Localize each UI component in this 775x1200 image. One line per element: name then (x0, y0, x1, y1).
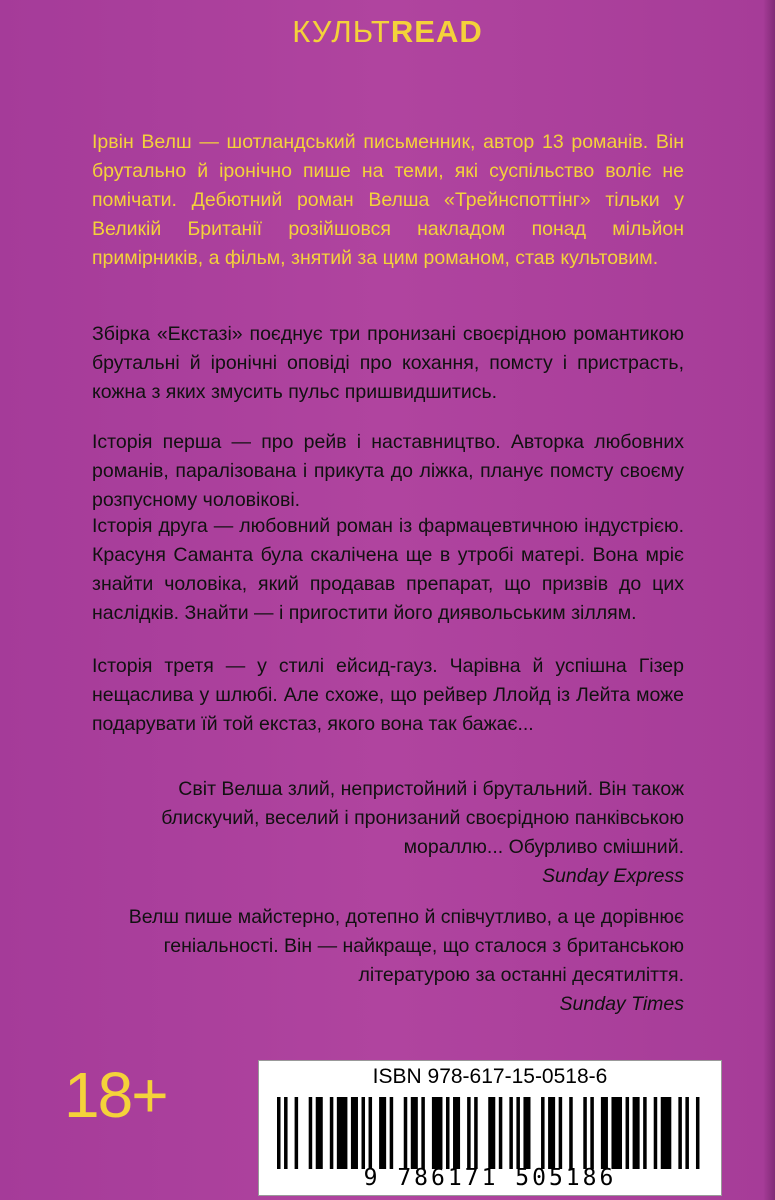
barcode-bar (569, 1097, 573, 1169)
isbn-barcode-label (258, 1060, 722, 1196)
review-quote (92, 775, 684, 891)
barcode (277, 1097, 703, 1169)
review-text: Світ Велша злий, непристойний і брутальний. Він також блискучий, веселий і пронизаний своєрідною панківською мораллю... Обурливо смішний. (161, 778, 684, 858)
barcode-bar (661, 1097, 672, 1169)
barcode-bar (678, 1097, 682, 1169)
description-paragraph: Збірка «Екстазі» поєднує три пронизані своєрідною романтикою брутальні й іронічні оповіді про кохання, помсту і пристрасть, кожна з яких змусить пульс пришвидшитись. (92, 323, 684, 403)
barcode-digits: 9 786171 505186 (363, 1165, 617, 1191)
isbn-number: ISBN 978-617-15-0518-6 (372, 1065, 608, 1088)
barcode-bar (516, 1097, 520, 1169)
barcode-bar (590, 1097, 594, 1169)
review-source: Sunday Times (559, 993, 684, 1015)
barcode-bar (541, 1097, 545, 1169)
barcode-bar (696, 1097, 700, 1169)
barcode-bar (309, 1097, 313, 1169)
story-three-paragraph: Історія третя — у стилі ейсид-гауз. Чарівна й успішна Гізер нещаслива у шлюбі. Але схоже, що рейвер Ллойд із Лейта може подарувати їй той екстаз, якого вона так бажає... (92, 655, 684, 735)
barcode-bar (337, 1097, 348, 1169)
author-bio: Ірвін Велш — шотландський письменник, автор 13 романів. Він брутально й іронічно пише на теми, які суспільство воліє не помічати. Дебютний роман Велша «Трейнспоттінг» тільки у Великій Британії розійшовся накладом понад мільйон примірників, а фільм, знятий за цим романом, став культовим. (92, 131, 684, 269)
barcode-bar (633, 1097, 640, 1169)
barcode-bar (626, 1097, 630, 1169)
barcode-bar (330, 1097, 334, 1169)
barcode-bar (316, 1097, 323, 1169)
barcode-bar (685, 1097, 689, 1169)
barcode-bar (643, 1097, 647, 1169)
barcode-bar (432, 1097, 443, 1169)
logo-part-kult: КУЛЬТ (292, 14, 391, 49)
barcode-bar (474, 1097, 478, 1169)
barcode-bar (654, 1097, 658, 1169)
barcode-bar (583, 1097, 587, 1169)
logo-part-read: READ (390, 14, 483, 49)
spine-shadow (763, 0, 775, 1200)
barcode-bar (411, 1097, 418, 1169)
barcode-bar (559, 1097, 563, 1169)
barcode-bar (421, 1097, 425, 1169)
barcode-bar (488, 1097, 495, 1169)
barcode-bar (523, 1097, 530, 1169)
review-source: Sunday Express (542, 865, 684, 887)
barcode-bar (499, 1097, 503, 1169)
age-rating: 18+ (64, 1059, 167, 1131)
publisher-logo (0, 14, 775, 50)
barcode-bar (601, 1097, 608, 1169)
barcode-bar (277, 1097, 281, 1169)
barcode-bar (284, 1097, 288, 1169)
barcode-bar (362, 1097, 366, 1169)
barcode-bar (351, 1097, 358, 1169)
barcode-bar (548, 1097, 555, 1169)
story-two-paragraph: Історія друга — любовний роман із фармацевтичною індустрією. Красуня Саманта була скалічена ще в утробі матері. Вона мріє знайти чоловіка, який продавав препарат, що призвів до цих наслідків. Знайти — і пригостити його диявольським зіллям. (92, 515, 684, 624)
barcode-bar (509, 1097, 513, 1169)
barcode-bar (404, 1097, 408, 1169)
story-one-paragraph: Історія перша — про рейв і наставництво. Авторка любовних романів, паралізована і прикута до ліжка, планує помсту своєму розпусному чоловікові. (92, 431, 684, 511)
barcode-bar (369, 1097, 373, 1169)
barcode-bar (467, 1097, 471, 1169)
barcode-bar (611, 1097, 622, 1169)
review-quote (92, 903, 684, 1019)
barcode-bar (295, 1097, 299, 1169)
barcode-bar (379, 1097, 386, 1169)
review-text: Велш пише майстерно, дотепно й співчутливо, а це дорівнює геніальності. Він — найкраще, що сталося з британською літературою за останні десятиліття. (128, 906, 684, 986)
barcode-bar (390, 1097, 394, 1169)
barcode-bar (453, 1097, 460, 1169)
barcode-bar (446, 1097, 450, 1169)
